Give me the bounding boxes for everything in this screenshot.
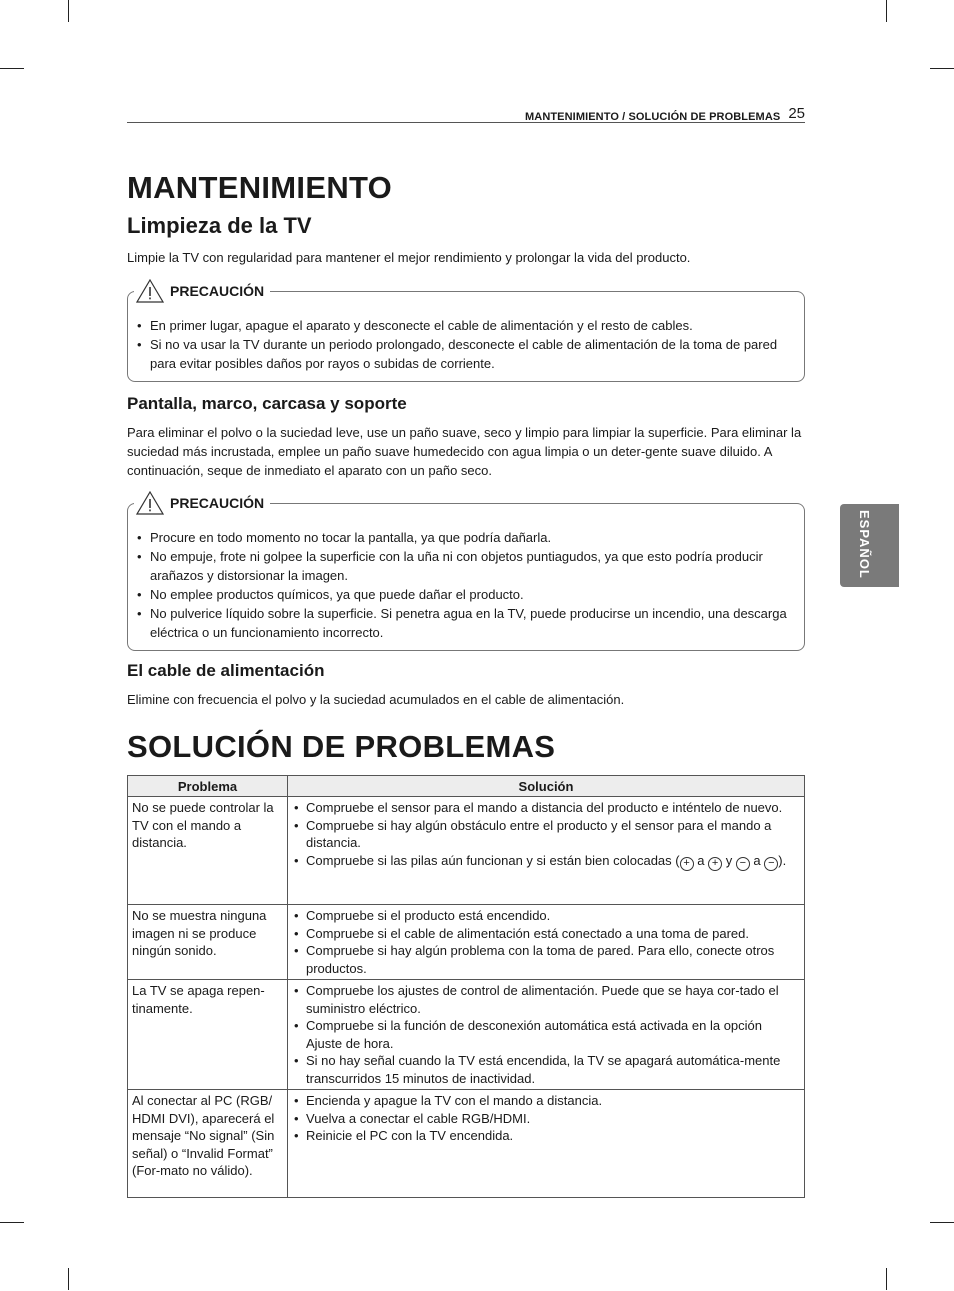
solution-item: • Compruebe si el cable de alimentación está conectado a una toma de pared. (292, 925, 800, 943)
plus-terminal-icon: + (708, 857, 722, 871)
caution-list (137, 316, 787, 373)
crop-mark (68, 1268, 69, 1290)
crop-mark (0, 1222, 24, 1223)
list-item: • Procure en todo momento no tocar la pantalla, ya que podría dañarla. (137, 528, 787, 547)
table-row (128, 1090, 805, 1198)
caution-header (134, 490, 270, 516)
solution-item: • Compruebe si el producto está encendido. (292, 907, 800, 925)
problem-cell: No se puede controlar la TV con el mando a distancia. (128, 797, 288, 905)
solution-item: • Encienda y apague la TV con el mando a distancia. (292, 1092, 800, 1110)
list-item: • No pulverice líquido sobre la superficie. Si penetra agua en la TV, puede producirse un incendio, una descarga eléctrica o un funcionamiento incorrecto. (137, 604, 787, 642)
list-item: • No empuje, frote ni golpee la superficie con la uña ni con objetos puntiagudos, ya que esto podría producir arañazos y distorsionar la imagen. (137, 547, 787, 585)
minus-terminal-icon: − (736, 857, 750, 871)
warning-icon (136, 279, 164, 303)
crop-mark (930, 68, 954, 69)
problem-cell: No se muestra ninguna imagen ni se produce ningún sonido. (128, 905, 288, 980)
battery-text-a: a (693, 852, 709, 868)
solution-item: • Compruebe si hay algún obstáculo entre el producto y el sensor para el mando a distancia. (292, 817, 800, 852)
crop-mark (0, 68, 24, 69)
solution-item: • Reinicie el PC con la TV encendida. (292, 1127, 800, 1145)
running-header (127, 104, 805, 123)
language-tab (840, 504, 899, 587)
troubleshooting-title: SOLUCIÓN DE PROBLEMAS (127, 729, 556, 764)
battery-text-a: a (749, 852, 765, 868)
crop-mark (68, 0, 69, 22)
battery-text-y: y (722, 852, 736, 868)
header-section-title: MANTENIMIENTO / SOLUCIÓN DE PROBLEMAS (525, 111, 781, 123)
solution-item: • Compruebe el sensor para el mando a distancia del producto e inténtelo de nuevo. (292, 799, 800, 817)
list-item: • En primer lugar, apague el aparato y desconecte el cable de alimentación y el resto de cables. (137, 316, 787, 335)
list-item: • Si no va usar la TV durante un periodo prolongado, desconecte el cable de alimentación de la toma de pared para evitar posibles daños por rayos o subidas de corriente. (137, 335, 787, 373)
crop-mark (886, 1268, 887, 1290)
solution-item: • Vuelva a conectar el cable RGB/HDMI. (292, 1110, 800, 1128)
troubleshooting-table (127, 775, 805, 1198)
cable-text: Elimine con frecuencia el polvo y la suciedad acumulados en el cable de alimentación. (127, 692, 625, 707)
solution-cell (288, 797, 805, 905)
list-item: • No emplee productos químicos, ya que puede dañar el producto. (137, 585, 787, 604)
crop-mark (886, 0, 887, 22)
solution-item: • Compruebe si hay algún problema con la toma de pared. Para ello, conecte otros productos. (292, 942, 800, 977)
battery-text-close: ). (778, 852, 787, 868)
solution-item: • Compruebe los ajustes de control de alimentación. Puede que se haya cor-tado el suministro eléctrico. (292, 982, 800, 1017)
caution-header (134, 278, 270, 304)
solution-item: • Compruebe si la función de desconexión automática está activada en la opción Ajuste de hora. (292, 1017, 800, 1052)
maintenance-title: MANTENIMIENTO (127, 170, 393, 205)
solution-cell (288, 905, 805, 980)
caution-box (127, 495, 805, 651)
table-row (128, 797, 805, 905)
problem-cell: La TV se apaga repen-tinamente. (128, 980, 288, 1090)
plus-terminal-icon: + (680, 857, 694, 871)
screen-text: Para eliminar el polvo o la suciedad leve, use un paño suave, seco y limpio para limpiar la superficie. Para eliminar la suciedad más incrustada, emplee un paño suave humedecido con agua limpia o un deter-gente suave diluido. A continuación, seque de inmediato el aparato con un paño seco. (127, 425, 802, 478)
screen-section-title: Pantalla, marco, carcasa y soporte (127, 394, 407, 413)
warning-icon (136, 491, 164, 515)
cleaning-title: Limpieza de la TV (127, 213, 312, 238)
solution-item: • Si no hay señal cuando la TV está encendida, la TV se apagará automática-mente transcurridos 15 minutos de inactividad. (292, 1052, 800, 1087)
table-row (128, 905, 805, 980)
cleaning-intro: Limpie la TV con regularidad para mantener el mejor rendimiento y prolongar la vida del producto. (127, 250, 691, 265)
crop-mark (930, 1222, 954, 1223)
page-number: 25 (788, 105, 805, 122)
minus-terminal-icon: − (764, 857, 778, 871)
caution-list (137, 528, 787, 642)
cable-section-title: El cable de alimentación (127, 661, 325, 680)
solution-item (292, 852, 800, 871)
language-tab-label: ESPAÑOL (857, 510, 872, 579)
caution-box (127, 283, 805, 382)
battery-text: Compruebe si las pilas aún funcionan y si están bien colocadas ( (306, 852, 680, 868)
table-row (128, 980, 805, 1090)
column-header-solution: Solución (288, 776, 805, 797)
table-header-row (128, 776, 805, 797)
caution-label: PRECAUCIÓN (170, 283, 265, 299)
solution-cell (288, 1090, 805, 1198)
column-header-problem: Problema (128, 776, 288, 797)
problem-cell: Al conectar al PC (RGB/ HDMI DVI), aparecerá el mensaje “No signal” (Sin señal) o “Invalid Format” (For-mato no válido). (128, 1090, 288, 1198)
solution-cell (288, 980, 805, 1090)
caution-label: PRECAUCIÓN (170, 495, 265, 511)
